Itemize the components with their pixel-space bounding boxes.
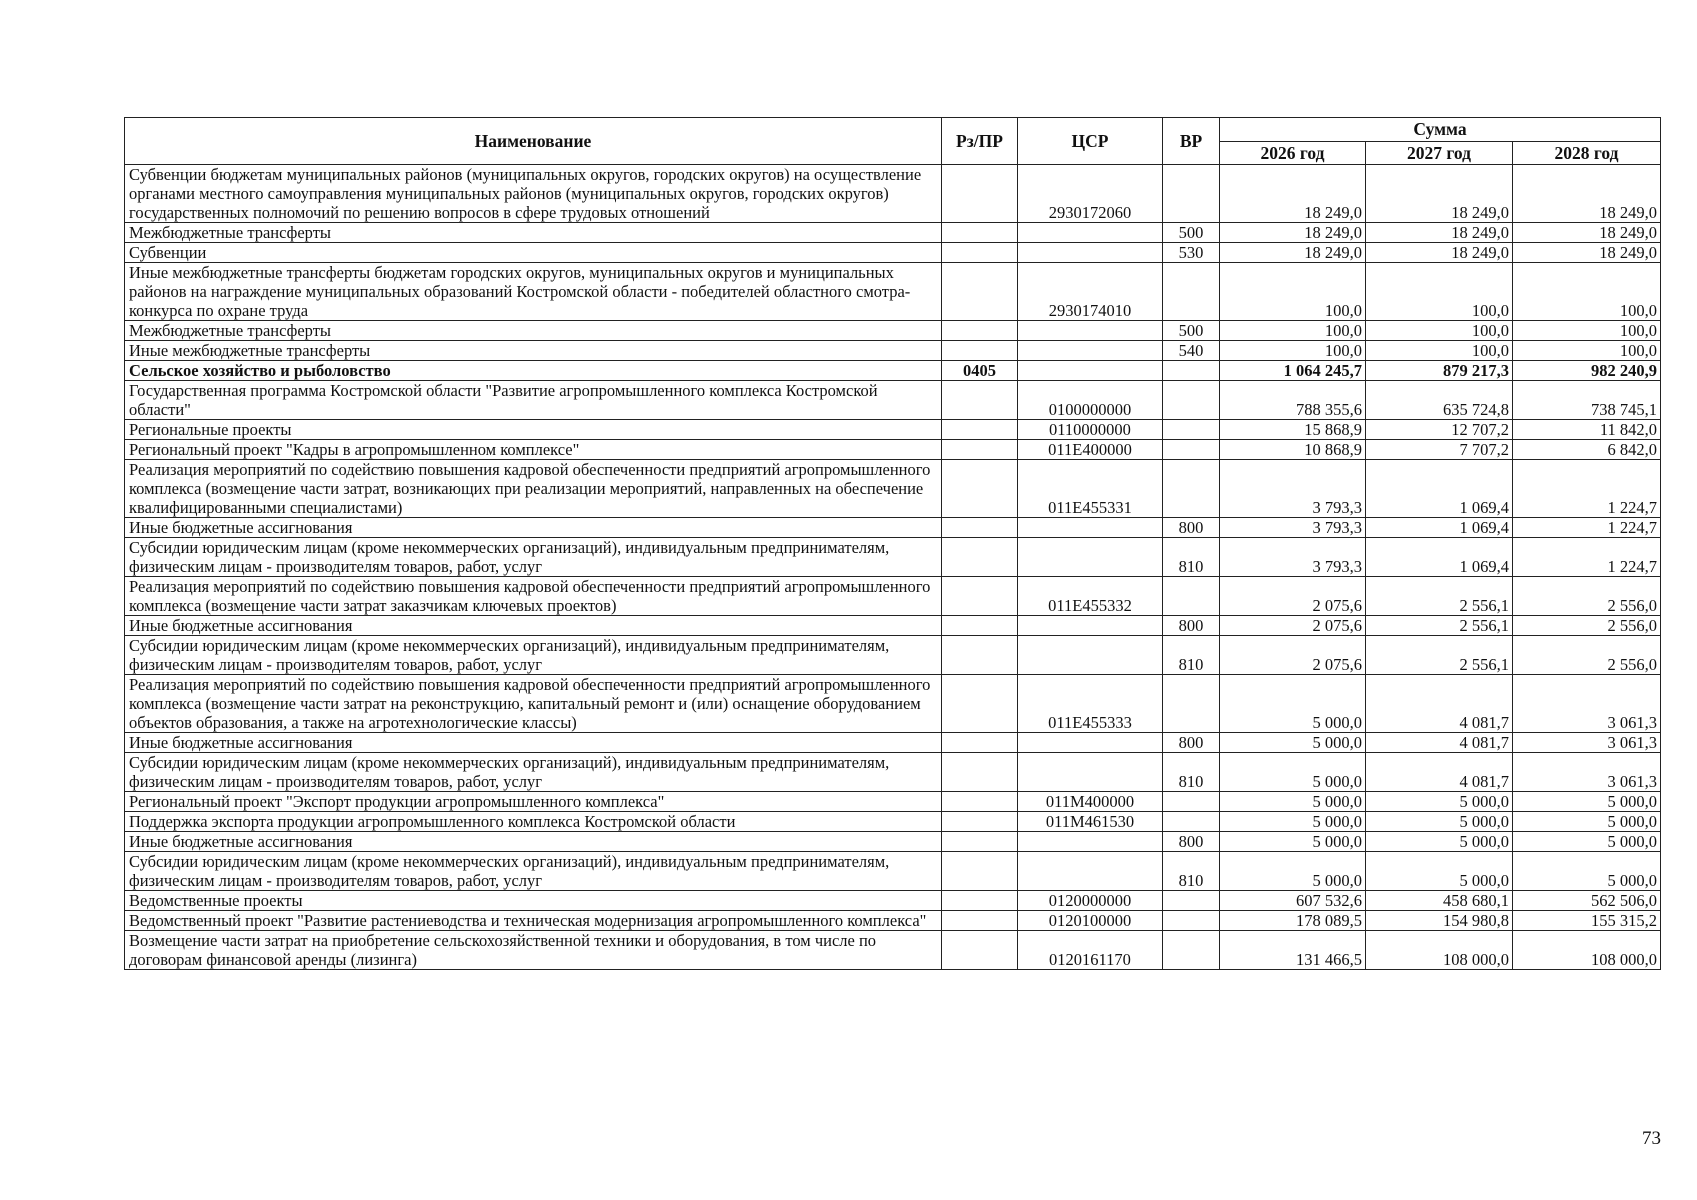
table-row [125,911,1661,931]
row-sum-2028: 18 249,0 [1513,223,1661,243]
row-vr [1163,911,1220,931]
header-rz: Рз/ПР [942,118,1018,165]
row-sum-2028: 1 224,7 [1513,460,1661,518]
row-vr: 800 [1163,616,1220,636]
row-sum-2028: 100,0 [1513,263,1661,321]
row-csr: 011Е455331 [1018,460,1163,518]
row-csr [1018,753,1163,792]
row-vr [1163,577,1220,616]
row-sum-2026: 1 064 245,7 [1220,361,1366,381]
table-row [125,636,1661,675]
row-sum-2028: 3 061,3 [1513,753,1661,792]
row-csr: 011М461530 [1018,812,1163,832]
row-sum-2028: 738 745,1 [1513,381,1661,420]
row-name: Субсидии юридическим лицам (кроме некоммерческих организаций), индивидуальным предпринимателям, физическим лицам - производителям товаров, работ, услуг [125,538,942,577]
row-rz [942,753,1018,792]
row-name: Иные бюджетные ассигнования [125,832,942,852]
row-sum-2028: 1 224,7 [1513,538,1661,577]
row-name: Иные бюджетные ассигнования [125,733,942,753]
row-name: Реализация мероприятий по содействию повышения кадровой обеспеченности предприятий агропромышленного комплекса (возмещение части затрат на реконструкцию, капитальный ремонт и (или) оснащение оборудованием объектов образования, а также на агротехнологические классы) [125,675,942,733]
row-name: Иные межбюджетные трансферты бюджетам городских округов, муниципальных округов и муниципальных районов на награждение муниципальных образований Костромской области - победителей областного смотра-конкурса по охране труда [125,263,942,321]
header-sum: Сумма [1220,118,1661,142]
row-sum-2027: 5 000,0 [1366,812,1513,832]
row-rz [942,792,1018,812]
row-sum-2027: 5 000,0 [1366,852,1513,891]
row-sum-2027: 100,0 [1366,321,1513,341]
table-row [125,812,1661,832]
row-sum-2027: 154 980,8 [1366,911,1513,931]
row-sum-2028: 108 000,0 [1513,931,1661,970]
row-sum-2028: 562 506,0 [1513,891,1661,911]
row-rz [942,321,1018,341]
row-sum-2026: 5 000,0 [1220,832,1366,852]
row-csr: 0110000000 [1018,420,1163,440]
row-csr [1018,223,1163,243]
row-sum-2026: 131 466,5 [1220,931,1366,970]
row-rz: 0405 [942,361,1018,381]
table-row [125,832,1661,852]
row-sum-2027: 2 556,1 [1366,577,1513,616]
row-sum-2027: 4 081,7 [1366,675,1513,733]
row-csr: 2930174010 [1018,263,1163,321]
row-name: Поддержка экспорта продукции агропромышленного комплекса Костромской области [125,812,942,832]
row-sum-2026: 607 532,6 [1220,891,1366,911]
row-sum-2026: 2 075,6 [1220,577,1366,616]
row-sum-2028: 2 556,0 [1513,577,1661,616]
row-sum-2027: 1 069,4 [1366,460,1513,518]
table-row [125,616,1661,636]
row-sum-2026: 18 249,0 [1220,165,1366,223]
row-csr [1018,832,1163,852]
row-sum-2028: 11 842,0 [1513,420,1661,440]
row-name: Субсидии юридическим лицам (кроме некоммерческих организаций), индивидуальным предпринимателям, физическим лицам - производителям товаров, работ, услуг [125,852,942,891]
row-name: Региональные проекты [125,420,942,440]
row-sum-2028: 5 000,0 [1513,852,1661,891]
row-sum-2026: 178 089,5 [1220,911,1366,931]
row-vr [1163,931,1220,970]
table-row [125,381,1661,420]
row-sum-2026: 15 868,9 [1220,420,1366,440]
row-vr: 810 [1163,753,1220,792]
header-csr: ЦСР [1018,118,1163,165]
table-row [125,891,1661,911]
row-name: Сельское хозяйство и рыболовство [125,361,942,381]
row-rz [942,911,1018,931]
row-sum-2027: 2 556,1 [1366,616,1513,636]
row-sum-2028: 5 000,0 [1513,792,1661,812]
header-year-2028: 2028 год [1513,142,1661,165]
row-sum-2027: 4 081,7 [1366,753,1513,792]
row-sum-2026: 18 249,0 [1220,223,1366,243]
header-vr: ВР [1163,118,1220,165]
table-row [125,321,1661,341]
page-number: 73 [1642,1128,1661,1149]
row-name: Иные бюджетные ассигнования [125,616,942,636]
row-rz [942,538,1018,577]
row-name: Региональный проект "Экспорт продукции агропромышленного комплекса" [125,792,942,812]
row-sum-2026: 788 355,6 [1220,381,1366,420]
row-vr: 810 [1163,538,1220,577]
row-csr [1018,243,1163,263]
header-year-2026: 2026 год [1220,142,1366,165]
budget-table [124,117,1661,970]
row-vr: 530 [1163,243,1220,263]
row-csr: 011Е455333 [1018,675,1163,733]
row-sum-2027: 1 069,4 [1366,518,1513,538]
row-csr [1018,518,1163,538]
row-rz [942,812,1018,832]
row-name: Региональный проект "Кадры в агропромышленном комплексе" [125,440,942,460]
row-vr [1163,891,1220,911]
row-sum-2026: 10 868,9 [1220,440,1366,460]
row-csr: 011Е400000 [1018,440,1163,460]
row-sum-2027: 4 081,7 [1366,733,1513,753]
row-sum-2028: 5 000,0 [1513,812,1661,832]
row-rz [942,616,1018,636]
row-vr: 500 [1163,321,1220,341]
row-name: Ведомственные проекты [125,891,942,911]
row-name: Реализация мероприятий по содействию повышения кадровой обеспеченности предприятий агропромышленного комплекса (возмещение части затрат заказчикам ключевых проектов) [125,577,942,616]
table-row [125,675,1661,733]
table-row [125,753,1661,792]
row-sum-2026: 3 793,3 [1220,518,1366,538]
row-sum-2026: 5 000,0 [1220,852,1366,891]
row-vr: 540 [1163,341,1220,361]
row-vr [1163,361,1220,381]
row-sum-2026: 3 793,3 [1220,460,1366,518]
row-rz [942,263,1018,321]
row-sum-2027: 5 000,0 [1366,792,1513,812]
row-csr [1018,852,1163,891]
row-sum-2028: 100,0 [1513,341,1661,361]
row-csr: 0120161170 [1018,931,1163,970]
row-vr [1163,165,1220,223]
row-vr: 500 [1163,223,1220,243]
row-vr: 800 [1163,518,1220,538]
row-sum-2026: 5 000,0 [1220,675,1366,733]
row-name: Субсидии юридическим лицам (кроме некоммерческих организаций), индивидуальным предпринимателям, физическим лицам - производителям товаров, работ, услуг [125,753,942,792]
row-name: Иные межбюджетные трансферты [125,341,942,361]
row-csr: 2930172060 [1018,165,1163,223]
table-row [125,460,1661,518]
row-vr: 810 [1163,636,1220,675]
row-csr [1018,321,1163,341]
table-row [125,341,1661,361]
row-sum-2027: 879 217,3 [1366,361,1513,381]
row-csr [1018,538,1163,577]
row-sum-2028: 2 556,0 [1513,616,1661,636]
row-rz [942,931,1018,970]
table-row [125,538,1661,577]
row-csr: 011Е455332 [1018,577,1163,616]
row-sum-2026: 18 249,0 [1220,243,1366,263]
row-csr [1018,636,1163,675]
row-csr [1018,361,1163,381]
row-vr [1163,420,1220,440]
row-sum-2028: 3 061,3 [1513,733,1661,753]
row-sum-2027: 100,0 [1366,263,1513,321]
row-name: Ведомственный проект "Развитие растениеводства и техническая модернизация агропромышленного комплекса" [125,911,942,931]
row-sum-2026: 3 793,3 [1220,538,1366,577]
row-rz [942,852,1018,891]
row-sum-2028: 155 315,2 [1513,911,1661,931]
row-vr: 800 [1163,832,1220,852]
row-sum-2028: 6 842,0 [1513,440,1661,460]
row-rz [942,420,1018,440]
row-sum-2027: 7 707,2 [1366,440,1513,460]
row-csr: 0100000000 [1018,381,1163,420]
row-csr: 0120000000 [1018,891,1163,911]
budget-table-sheet [124,117,1660,970]
row-rz [942,518,1018,538]
table-row [125,852,1661,891]
row-vr [1163,263,1220,321]
row-sum-2026: 5 000,0 [1220,812,1366,832]
row-sum-2026: 2 075,6 [1220,636,1366,675]
header-name: Наименование [125,118,942,165]
table-row [125,733,1661,753]
row-vr [1163,381,1220,420]
row-rz [942,733,1018,753]
row-rz [942,460,1018,518]
table-row [125,420,1661,440]
row-vr [1163,440,1220,460]
row-rz [942,440,1018,460]
table-row [125,165,1661,223]
row-sum-2027: 12 707,2 [1366,420,1513,440]
row-csr [1018,341,1163,361]
row-sum-2027: 100,0 [1366,341,1513,361]
row-sum-2027: 18 249,0 [1366,223,1513,243]
row-rz [942,381,1018,420]
table-row [125,361,1661,381]
row-csr [1018,616,1163,636]
row-csr: 0120100000 [1018,911,1163,931]
row-name: Реализация мероприятий по содействию повышения кадровой обеспеченности предприятий агропромышленного комплекса (возмещение части затрат, возникающих при реализации мероприятий, направленных на обеспечение квалифицированными специалистами) [125,460,942,518]
row-name: Межбюджетные трансферты [125,223,942,243]
row-sum-2028: 18 249,0 [1513,243,1661,263]
row-rz [942,636,1018,675]
row-rz [942,165,1018,223]
row-name: Иные бюджетные ассигнования [125,518,942,538]
row-name: Субвенции бюджетам муниципальных районов (муниципальных округов, городских округов) на осуществление органами местного самоуправления муниципальных районов (муниципальных округов, городских округов) государственных полномочий по решению вопросов в сфере трудовых отношений [125,165,942,223]
row-rz [942,577,1018,616]
row-sum-2026: 100,0 [1220,321,1366,341]
row-name: Возмещение части затрат на приобретение сельскохозяйственной техники и оборудования, в том числе по договорам финансовой аренды (лизинга) [125,931,942,970]
table-row [125,243,1661,263]
row-sum-2028: 3 061,3 [1513,675,1661,733]
table-row [125,792,1661,812]
table-row [125,263,1661,321]
row-sum-2028: 1 224,7 [1513,518,1661,538]
row-sum-2028: 2 556,0 [1513,636,1661,675]
table-header [125,118,1661,165]
row-vr [1163,675,1220,733]
table-row [125,577,1661,616]
row-sum-2026: 5 000,0 [1220,792,1366,812]
row-sum-2026: 5 000,0 [1220,753,1366,792]
row-sum-2027: 108 000,0 [1366,931,1513,970]
row-csr: 011М400000 [1018,792,1163,812]
row-vr: 800 [1163,733,1220,753]
row-vr [1163,812,1220,832]
row-sum-2027: 5 000,0 [1366,832,1513,852]
row-sum-2026: 5 000,0 [1220,733,1366,753]
row-vr [1163,460,1220,518]
table-row [125,440,1661,460]
row-sum-2027: 18 249,0 [1366,165,1513,223]
row-name: Межбюджетные трансферты [125,321,942,341]
row-rz [942,832,1018,852]
table-row [125,931,1661,970]
row-sum-2028: 982 240,9 [1513,361,1661,381]
header-year-2027: 2027 год [1366,142,1513,165]
row-sum-2026: 2 075,6 [1220,616,1366,636]
row-sum-2027: 635 724,8 [1366,381,1513,420]
row-rz [942,223,1018,243]
row-vr: 810 [1163,852,1220,891]
row-sum-2026: 100,0 [1220,341,1366,361]
row-sum-2027: 2 556,1 [1366,636,1513,675]
row-rz [942,675,1018,733]
row-sum-2028: 100,0 [1513,321,1661,341]
row-csr [1018,733,1163,753]
row-rz [942,341,1018,361]
table-body [125,165,1661,970]
row-sum-2028: 5 000,0 [1513,832,1661,852]
row-sum-2027: 18 249,0 [1366,243,1513,263]
row-rz [942,243,1018,263]
row-name: Субвенции [125,243,942,263]
row-name: Субсидии юридическим лицам (кроме некоммерческих организаций), индивидуальным предпринимателям, физическим лицам - производителям товаров, работ, услуг [125,636,942,675]
row-sum-2026: 100,0 [1220,263,1366,321]
table-row [125,518,1661,538]
row-rz [942,891,1018,911]
row-sum-2028: 18 249,0 [1513,165,1661,223]
row-vr [1163,792,1220,812]
row-name: Государственная программа Костромской области "Развитие агропромышленного комплекса Костромской области" [125,381,942,420]
table-row [125,223,1661,243]
row-sum-2027: 458 680,1 [1366,891,1513,911]
row-sum-2027: 1 069,4 [1366,538,1513,577]
